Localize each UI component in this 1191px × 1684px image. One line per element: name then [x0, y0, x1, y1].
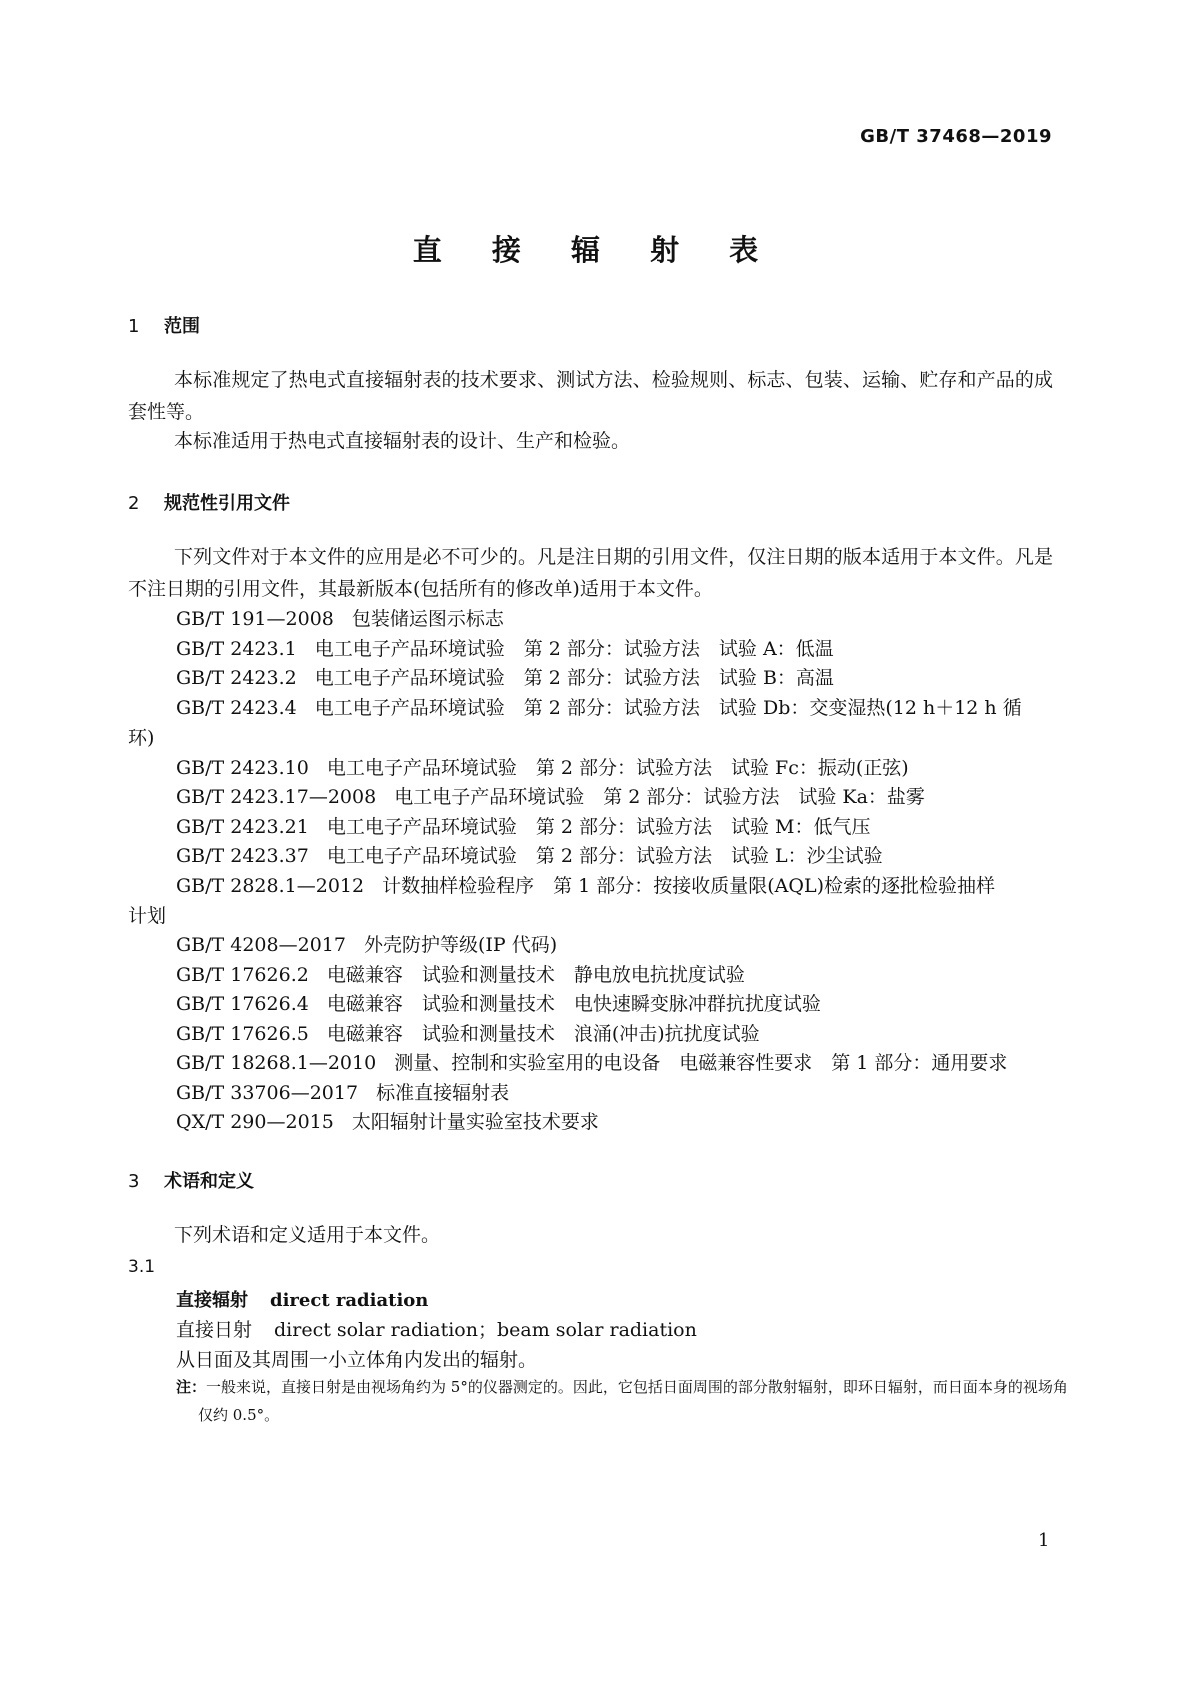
paragraph: 下列术语和定义适用于本文件。: [174, 1224, 441, 1246]
reference-title: 包装储运图示标志: [351, 608, 504, 630]
reference-item: [176, 1048, 1007, 1075]
reference-item: [176, 930, 557, 957]
page-number: 1: [1038, 1530, 1050, 1551]
reference-code: GB/T 191—2008: [176, 608, 334, 630]
reference-item: [176, 1107, 599, 1134]
term-synonym: [176, 1315, 697, 1342]
reference-title: 电工电子产品环境试验 第 2 部分：试验方法 试验 Fc：振动(正弦): [326, 757, 909, 779]
synonym-chinese: 直接日射: [176, 1319, 253, 1341]
reference-title: 电工电子产品环境试验 第 2 部分：试验方法 试验 Ka：盐雾: [394, 786, 925, 808]
paragraph: 本标准规定了热电式直接辐射表的技术要求、测试方法、检验规则、标志、包装、运输、贮存和产品的成套性等。: [128, 369, 1053, 423]
reference-code: QX/T 290—2015: [176, 1111, 334, 1133]
term-note: [176, 1373, 1078, 1429]
reference-code: GB/T 2423.4: [176, 697, 297, 719]
paragraph: 下列文件对于本文件的应用是必不可少的。凡是注日期的引用文件，仅注日期的版本适用于本文件。凡是不注日期的引用文件，其最新版本(包括所有的修改单)适用于本文件。: [128, 546, 1053, 600]
reference-item: [176, 989, 821, 1016]
reference-item: [176, 782, 925, 809]
reference-title: 电工电子产品环境试验 第 2 部分：试验方法 试验 M：低气压: [326, 816, 871, 838]
reference-item: [176, 663, 834, 690]
section-number: 3: [128, 1171, 140, 1192]
reference-title: 电工电子产品环境试验 第 2 部分：试验方法 试验 L：沙尘试验: [326, 845, 883, 867]
section-2-heading: [128, 489, 290, 515]
reference-title: 太阳辐射计量实验室技术要求: [351, 1111, 599, 1133]
reference-title: 测量、控制和实验室用的电设备 电磁兼容性要求 第 1 部分：通用要求: [394, 1052, 1008, 1074]
reference-code: GB/T 18268.1—2010: [176, 1052, 377, 1074]
reference-continuation: 计划: [128, 905, 167, 927]
reference-code: GB/T 17626.4: [176, 993, 309, 1015]
term-heading: [176, 1286, 428, 1312]
reference-item: [176, 604, 504, 631]
reference-code: GB/T 2423.2: [176, 667, 297, 689]
note-label: 注：: [176, 1378, 207, 1396]
reference-title: 电工电子产品环境试验 第 2 部分：试验方法 试验 Db：交变湿热(12 h＋12 h 循: [314, 697, 1022, 719]
reference-title: 电工电子产品环境试验 第 2 部分：试验方法 试验 B：高温: [314, 667, 834, 689]
section-title: 范围: [164, 316, 200, 337]
section-1-heading: [128, 312, 200, 338]
term-number: 3.1: [128, 1257, 156, 1277]
reference-title: 电磁兼容 试验和测量技术 静电放电抗扰度试验: [326, 964, 745, 986]
reference-code: GB/T 2423.21: [176, 816, 309, 838]
reference-code: GB/T 17626.2: [176, 964, 309, 986]
paragraph: 本标准适用于热电式直接辐射表的设计、生产和检验。: [174, 430, 631, 452]
term-english: direct radiation: [270, 1290, 429, 1311]
reference-item: [176, 812, 871, 839]
section-3-heading: [128, 1167, 254, 1193]
reference-item: [176, 634, 834, 661]
reference-item: [176, 693, 1022, 720]
synonym-english: direct solar radiation；beam solar radiation: [274, 1319, 697, 1341]
reference-item: [176, 841, 883, 868]
reference-item: [176, 960, 745, 987]
reference-code: GB/T 2423.17—2008: [176, 786, 377, 808]
reference-code: GB/T 2423.1: [176, 638, 297, 660]
term-chinese: 直接辐射: [176, 1290, 248, 1311]
reference-title: 计数抽样检验程序 第 1 部分：按接收质量限(AQL)检索的逐批检验抽样: [382, 875, 996, 897]
reference-item: [176, 871, 995, 898]
reference-code: GB/T 4208—2017: [176, 934, 346, 956]
reference-title: 电磁兼容 试验和测量技术 电快速瞬变脉冲群抗扰度试验: [326, 993, 821, 1015]
note-text: 一般来说，直接日射是由视场角约为 5°的仪器测定的。因此，它包括日面周围的部分散射辐射，即环日辐射，而日面本身的视场角仅约 0.5°。: [198, 1378, 1068, 1424]
reference-code: GB/T 17626.5: [176, 1023, 309, 1045]
reference-code: GB/T 2423.10: [176, 757, 309, 779]
reference-item: [176, 1078, 509, 1105]
reference-code: GB/T 2828.1—2012: [176, 875, 365, 897]
reference-item: [176, 753, 909, 780]
standard-number: GB/T 37468—2019: [860, 126, 1052, 147]
reference-title: 标准直接辐射表: [376, 1082, 510, 1104]
section-title: 术语和定义: [164, 1171, 254, 1192]
reference-code: GB/T 33706—2017: [176, 1082, 359, 1104]
reference-code: GB/T 2423.37: [176, 845, 309, 867]
section-number: 1: [128, 316, 140, 337]
document-title: 直 接 辐 射 表: [412, 233, 779, 267]
reference-item: [176, 1019, 760, 1046]
reference-continuation: 环): [128, 727, 155, 749]
section-number: 2: [128, 493, 140, 514]
section-title: 规范性引用文件: [164, 493, 290, 514]
reference-title: 电工电子产品环境试验 第 2 部分：试验方法 试验 A：低温: [314, 638, 834, 660]
term-definition: 从日面及其周围一小立体角内发出的辐射。: [176, 1349, 538, 1371]
reference-title: 电磁兼容 试验和测量技术 浪涌(冲击)抗扰度试验: [326, 1023, 760, 1045]
reference-title: 外壳防护等级(IP 代码): [363, 934, 558, 956]
